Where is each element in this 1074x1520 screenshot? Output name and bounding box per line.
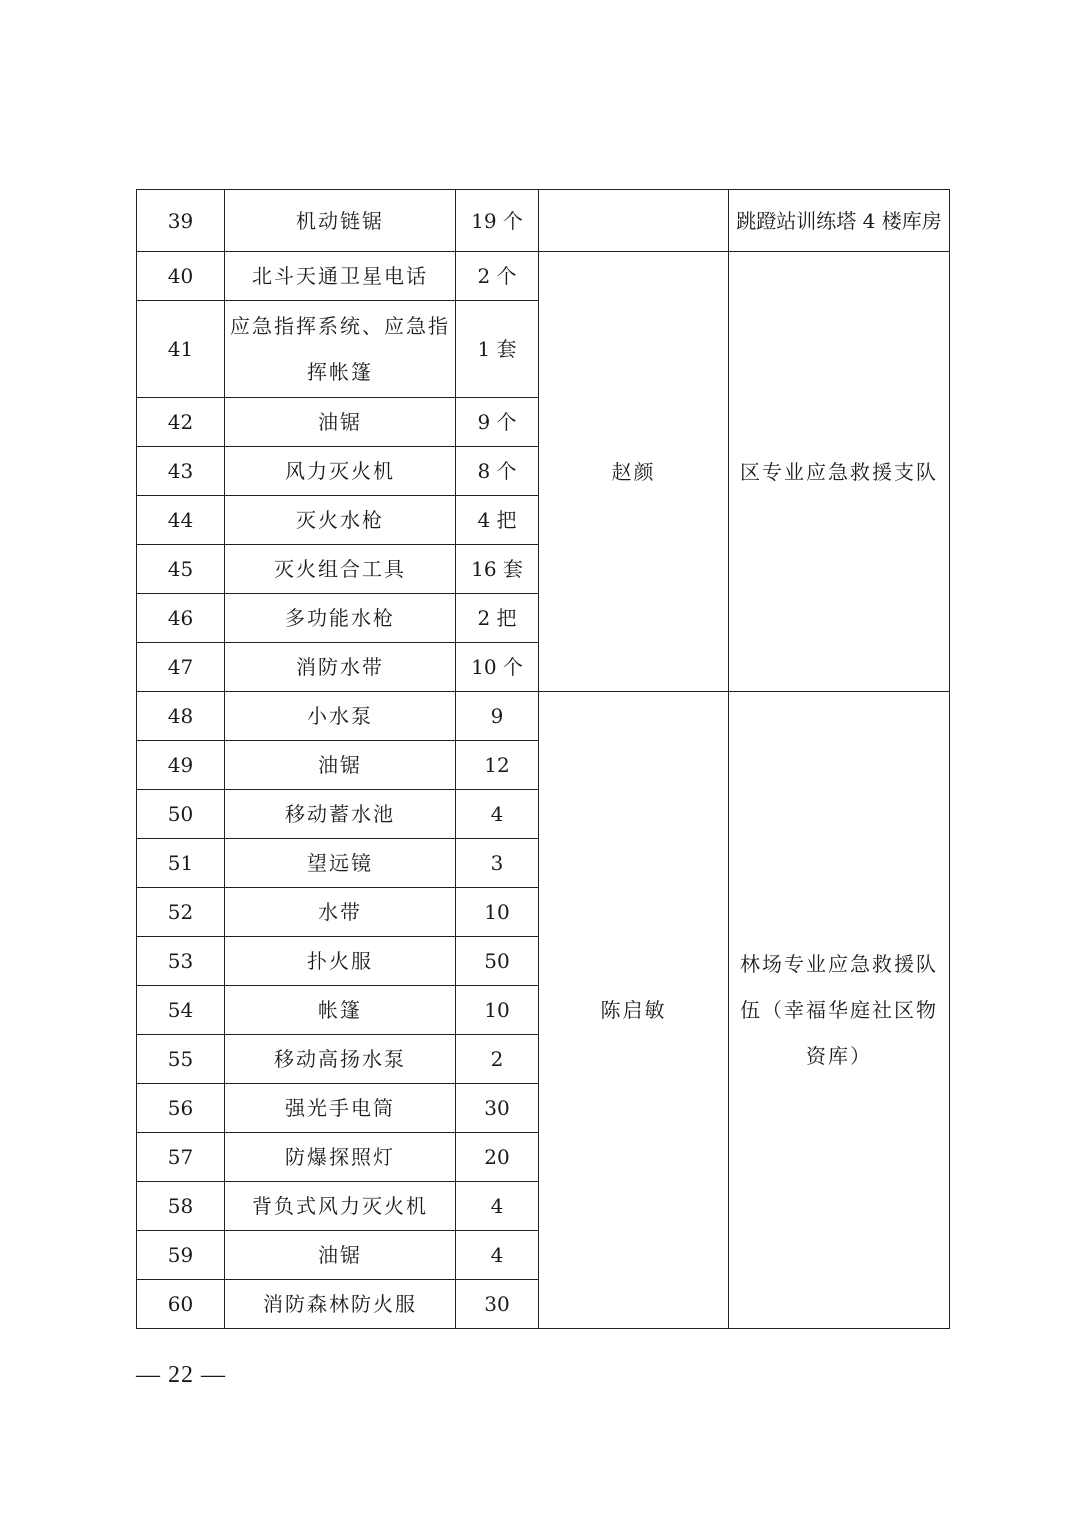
row-number: 59 — [137, 1231, 225, 1280]
item-quantity: 4 — [456, 790, 539, 839]
item-name: 小水泵 — [225, 692, 456, 741]
contact-person: 赵颜 — [539, 252, 729, 692]
page-number: — 22 — — [136, 1362, 226, 1388]
item-quantity: 10 — [456, 888, 539, 937]
item-name: 防爆探照灯 — [225, 1133, 456, 1182]
item-quantity: 3 — [456, 839, 539, 888]
item-quantity: 9 — [456, 692, 539, 741]
row-number: 49 — [137, 741, 225, 790]
item-quantity: 30 — [456, 1084, 539, 1133]
item-quantity: 16 套 — [456, 545, 539, 594]
row-number: 56 — [137, 1084, 225, 1133]
row-number: 46 — [137, 594, 225, 643]
table-row — [137, 692, 950, 741]
row-number: 40 — [137, 252, 225, 301]
row-number: 43 — [137, 447, 225, 496]
row-number: 60 — [137, 1280, 225, 1329]
item-quantity: 20 — [456, 1133, 539, 1182]
item-quantity: 1 套 — [456, 301, 539, 398]
row-number: 39 — [137, 190, 225, 252]
item-name: 油锯 — [225, 1231, 456, 1280]
row-number: 52 — [137, 888, 225, 937]
contact-person: 陈启敏 — [539, 692, 729, 1329]
item-name: 油锯 — [225, 398, 456, 447]
item-name: 风力灭火机 — [225, 447, 456, 496]
item-name: 帐篷 — [225, 986, 456, 1035]
item-name: 多功能水枪 — [225, 594, 456, 643]
equipment-table — [136, 189, 950, 1329]
row-number: 51 — [137, 839, 225, 888]
row-number: 58 — [137, 1182, 225, 1231]
item-quantity: 4 — [456, 1182, 539, 1231]
row-number: 57 — [137, 1133, 225, 1182]
storage-location: 区专业应急救援支队 — [729, 252, 950, 692]
row-number: 54 — [137, 986, 225, 1035]
item-quantity: 12 — [456, 741, 539, 790]
item-name: 灭火组合工具 — [225, 545, 456, 594]
item-name: 移动高扬水泵 — [225, 1035, 456, 1084]
item-quantity: 19 个 — [456, 190, 539, 252]
row-number: 42 — [137, 398, 225, 447]
item-quantity: 4 把 — [456, 496, 539, 545]
item-name: 应急指挥系统、应急指挥帐篷 — [225, 301, 456, 398]
row-number: 48 — [137, 692, 225, 741]
item-name: 背负式风力灭火机 — [225, 1182, 456, 1231]
contact-person — [539, 190, 729, 252]
item-name: 灭火水枪 — [225, 496, 456, 545]
row-number: 50 — [137, 790, 225, 839]
row-number: 44 — [137, 496, 225, 545]
row-number: 55 — [137, 1035, 225, 1084]
item-quantity: 10 — [456, 986, 539, 1035]
item-quantity: 2 个 — [456, 252, 539, 301]
row-number: 41 — [137, 301, 225, 398]
row-number: 53 — [137, 937, 225, 986]
item-name: 水带 — [225, 888, 456, 937]
row-number: 47 — [137, 643, 225, 692]
item-quantity: 30 — [456, 1280, 539, 1329]
item-quantity: 8 个 — [456, 447, 539, 496]
item-quantity: 2 把 — [456, 594, 539, 643]
item-quantity: 9 个 — [456, 398, 539, 447]
table-row — [137, 252, 950, 301]
item-name: 扑火服 — [225, 937, 456, 986]
item-name: 移动蓄水池 — [225, 790, 456, 839]
item-name: 机动链锯 — [225, 190, 456, 252]
item-name: 消防森林防火服 — [225, 1280, 456, 1329]
row-number: 45 — [137, 545, 225, 594]
table-row — [137, 190, 950, 252]
item-quantity: 4 — [456, 1231, 539, 1280]
item-quantity: 10 个 — [456, 643, 539, 692]
item-quantity: 50 — [456, 937, 539, 986]
storage-location: 跳蹬站训练塔 4 楼库房 — [729, 190, 950, 252]
item-name: 油锯 — [225, 741, 456, 790]
item-name: 消防水带 — [225, 643, 456, 692]
item-name: 强光手电筒 — [225, 1084, 456, 1133]
item-name: 望远镜 — [225, 839, 456, 888]
item-name: 北斗天通卫星电话 — [225, 252, 456, 301]
storage-location: 林场专业应急救援队伍（幸福华庭社区物资库） — [729, 692, 950, 1329]
item-quantity: 2 — [456, 1035, 539, 1084]
